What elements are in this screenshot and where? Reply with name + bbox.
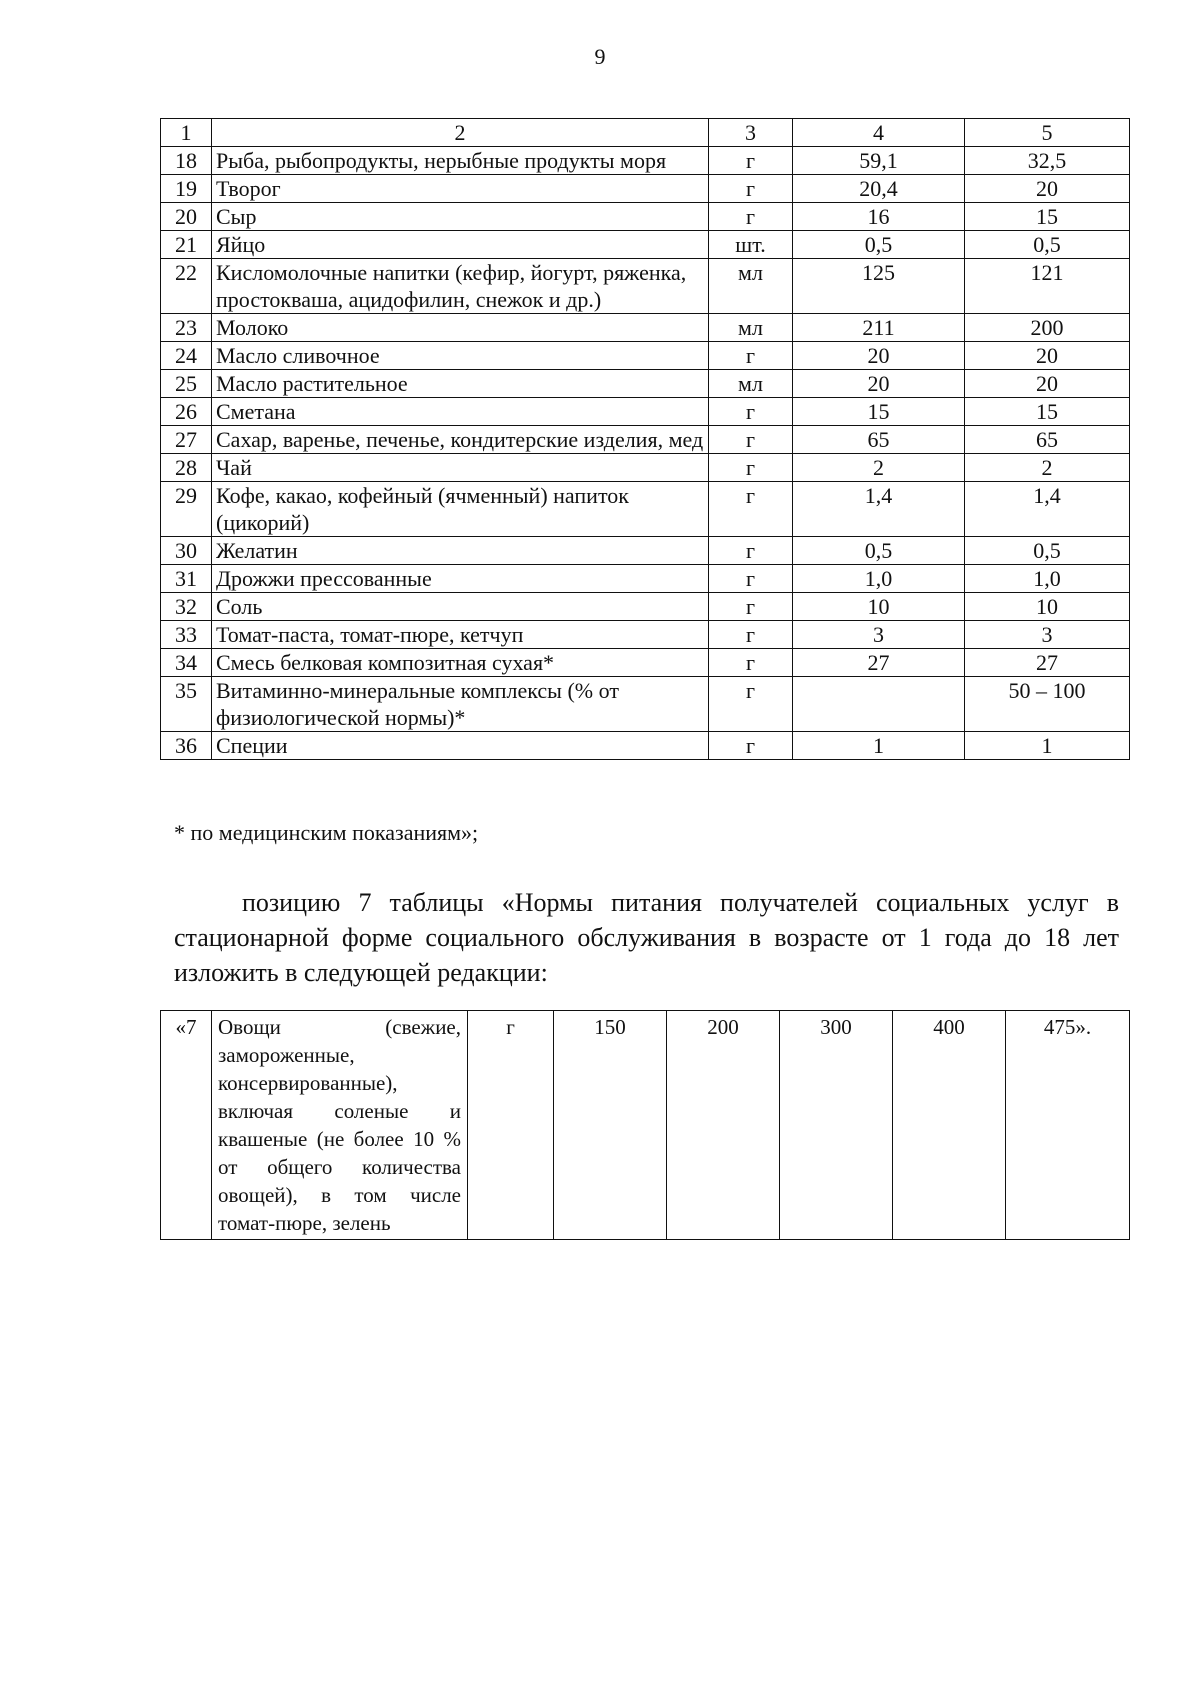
nutrition-table xyxy=(160,118,1130,760)
amendment-text: позицию 7 таблицы «Нормы питания получателей социальных услуг в стационарной форме социального обслуживания в возрасте от 1 года до 18 лет изложить в следующей редакции: xyxy=(174,888,1119,987)
unit-cell: мл xyxy=(709,370,793,398)
table-row xyxy=(161,677,1130,732)
value-cell-col4: 2 xyxy=(793,454,965,482)
product-name: Томат-паста, томат-пюре, кетчуп xyxy=(212,621,709,649)
unit-cell: г xyxy=(709,537,793,565)
table-row xyxy=(161,259,1130,314)
product-name: Молоко xyxy=(212,314,709,342)
product-name: Сметана xyxy=(212,398,709,426)
table-row xyxy=(161,314,1130,342)
table-row xyxy=(161,203,1130,231)
value-cell-col4: 0,5 xyxy=(793,231,965,259)
row-number: 18 xyxy=(161,147,212,175)
table-row xyxy=(161,454,1130,482)
product-name: Соль xyxy=(212,593,709,621)
unit-cell: г xyxy=(709,593,793,621)
unit-cell: г xyxy=(468,1011,554,1240)
product-name: Творог xyxy=(212,175,709,203)
row-number: 30 xyxy=(161,537,212,565)
value-cell-col5: 200 xyxy=(965,314,1130,342)
product-name: Сыр xyxy=(212,203,709,231)
header-cell: 1 xyxy=(161,119,212,147)
product-name: Масло сливочное xyxy=(212,342,709,370)
table-row xyxy=(161,370,1130,398)
value-cell-col4: 20 xyxy=(793,342,965,370)
product-name: Масло растительное xyxy=(212,370,709,398)
header-cell: 2 xyxy=(212,119,709,147)
value-cell-col4: 15 xyxy=(793,398,965,426)
value-cell-col4: 59,1 xyxy=(793,147,965,175)
row-number: 33 xyxy=(161,621,212,649)
row-number: 35 xyxy=(161,677,212,732)
table-row xyxy=(161,593,1130,621)
unit-cell: мл xyxy=(709,314,793,342)
value-cell-col5: 1 xyxy=(965,732,1130,760)
value-cell-col5: 27 xyxy=(965,649,1130,677)
table-row xyxy=(161,621,1130,649)
table-row xyxy=(161,565,1130,593)
row-number: 19 xyxy=(161,175,212,203)
row-number: 34 xyxy=(161,649,212,677)
table-row xyxy=(161,398,1130,426)
product-name: Сахар, варенье, печенье, кондитерские изделия, мед xyxy=(212,426,709,454)
value-cell-col5: 3 xyxy=(965,621,1130,649)
product-name: Овощи (свежие, замороженные, консервированные), включая соленые и квашеные (не более 10 % от общего количества овощей), в том числе томат-пюре, зелень xyxy=(212,1011,468,1240)
value-cell-col5: 15 xyxy=(965,203,1130,231)
unit-cell: г xyxy=(709,398,793,426)
unit-cell: г xyxy=(709,147,793,175)
header-cell: 3 xyxy=(709,119,793,147)
row-number: 20 xyxy=(161,203,212,231)
value-cell-col4: 16 xyxy=(793,203,965,231)
table-row xyxy=(161,1011,1130,1240)
value-cell-col5: 121 xyxy=(965,259,1130,314)
row-number: 25 xyxy=(161,370,212,398)
table-header-row xyxy=(161,119,1130,147)
footnote: * по медицинским показаниям»; xyxy=(174,820,479,845)
row-number: 32 xyxy=(161,593,212,621)
value-cell: 475». xyxy=(1006,1011,1130,1240)
value-cell: 200 xyxy=(667,1011,780,1240)
unit-cell: мл xyxy=(709,259,793,314)
value-cell-col5: 2 xyxy=(965,454,1130,482)
value-cell-col5: 1,4 xyxy=(965,482,1130,537)
row-number: 28 xyxy=(161,454,212,482)
value-cell: 150 xyxy=(554,1011,667,1240)
product-name: Желатин xyxy=(212,537,709,565)
product-name: Рыба, рыбопродукты, нерыбные продукты моря xyxy=(212,147,709,175)
row-number: 29 xyxy=(161,482,212,537)
table-row xyxy=(161,426,1130,454)
value-cell-col5: 20 xyxy=(965,342,1130,370)
value-cell-col4: 27 xyxy=(793,649,965,677)
amended-position-table xyxy=(160,1010,1130,1240)
row-number: 23 xyxy=(161,314,212,342)
value-cell-col4: 0,5 xyxy=(793,537,965,565)
product-name: Кофе, какао, кофейный (ячменный) напиток (цикорий) xyxy=(212,482,709,537)
value-cell-col4: 65 xyxy=(793,426,965,454)
value-cell-col5: 10 xyxy=(965,593,1130,621)
value-cell-col5: 65 xyxy=(965,426,1130,454)
row-number: 24 xyxy=(161,342,212,370)
unit-cell: г xyxy=(709,454,793,482)
value-cell-col4: 3 xyxy=(793,621,965,649)
product-name: Витаминно-минеральные комплексы (% от физиологической нормы)* xyxy=(212,677,709,732)
row-number: 27 xyxy=(161,426,212,454)
table-row xyxy=(161,231,1130,259)
value-cell-col5: 0,5 xyxy=(965,537,1130,565)
unit-cell: г xyxy=(709,565,793,593)
value-cell-col4: 1,4 xyxy=(793,482,965,537)
table-row xyxy=(161,147,1130,175)
unit-cell: г xyxy=(709,677,793,732)
value-cell: 400 xyxy=(893,1011,1006,1240)
row-number: 26 xyxy=(161,398,212,426)
table-row xyxy=(161,537,1130,565)
value-cell: 300 xyxy=(780,1011,893,1240)
header-cell: 4 xyxy=(793,119,965,147)
product-name: Кисломолочные напитки (кефир, йогурт, ряженка, простокваша, ацидофилин, снежок и др.) xyxy=(212,259,709,314)
table-row xyxy=(161,649,1130,677)
product-name: Смесь белковая композитная сухая* xyxy=(212,649,709,677)
product-name: Яйцо xyxy=(212,231,709,259)
unit-cell: г xyxy=(709,649,793,677)
unit-cell: г xyxy=(709,426,793,454)
unit-cell: г xyxy=(709,482,793,537)
value-cell-col4: 125 xyxy=(793,259,965,314)
value-cell-col4: 211 xyxy=(793,314,965,342)
row-number: 22 xyxy=(161,259,212,314)
unit-cell: г xyxy=(709,621,793,649)
value-cell-col4: 20 xyxy=(793,370,965,398)
row-number: 21 xyxy=(161,231,212,259)
unit-cell: шт. xyxy=(709,231,793,259)
unit-cell: г xyxy=(709,342,793,370)
value-cell-col5: 20 xyxy=(965,175,1130,203)
row-number: «7 xyxy=(161,1011,212,1240)
value-cell-col5: 1,0 xyxy=(965,565,1130,593)
value-cell-col4 xyxy=(793,677,965,732)
row-number: 31 xyxy=(161,565,212,593)
row-number: 36 xyxy=(161,732,212,760)
product-name: Специи xyxy=(212,732,709,760)
product-name: Чай xyxy=(212,454,709,482)
value-cell-col4: 20,4 xyxy=(793,175,965,203)
value-cell-col4: 1 xyxy=(793,732,965,760)
amendment-paragraph xyxy=(174,885,1119,990)
table-row xyxy=(161,342,1130,370)
value-cell-col5: 0,5 xyxy=(965,231,1130,259)
value-cell-col5: 32,5 xyxy=(965,147,1130,175)
table-row xyxy=(161,482,1130,537)
value-cell-col4: 1,0 xyxy=(793,565,965,593)
unit-cell: г xyxy=(709,175,793,203)
header-cell: 5 xyxy=(965,119,1130,147)
value-cell-col5: 20 xyxy=(965,370,1130,398)
unit-cell: г xyxy=(709,203,793,231)
product-name: Дрожжи прессованные xyxy=(212,565,709,593)
page-number: 9 xyxy=(594,44,606,69)
value-cell-col5: 15 xyxy=(965,398,1130,426)
unit-cell: г xyxy=(709,732,793,760)
table-row xyxy=(161,732,1130,760)
value-cell-col5: 50 – 100 xyxy=(965,677,1130,732)
table-row xyxy=(161,175,1130,203)
value-cell-col4: 10 xyxy=(793,593,965,621)
